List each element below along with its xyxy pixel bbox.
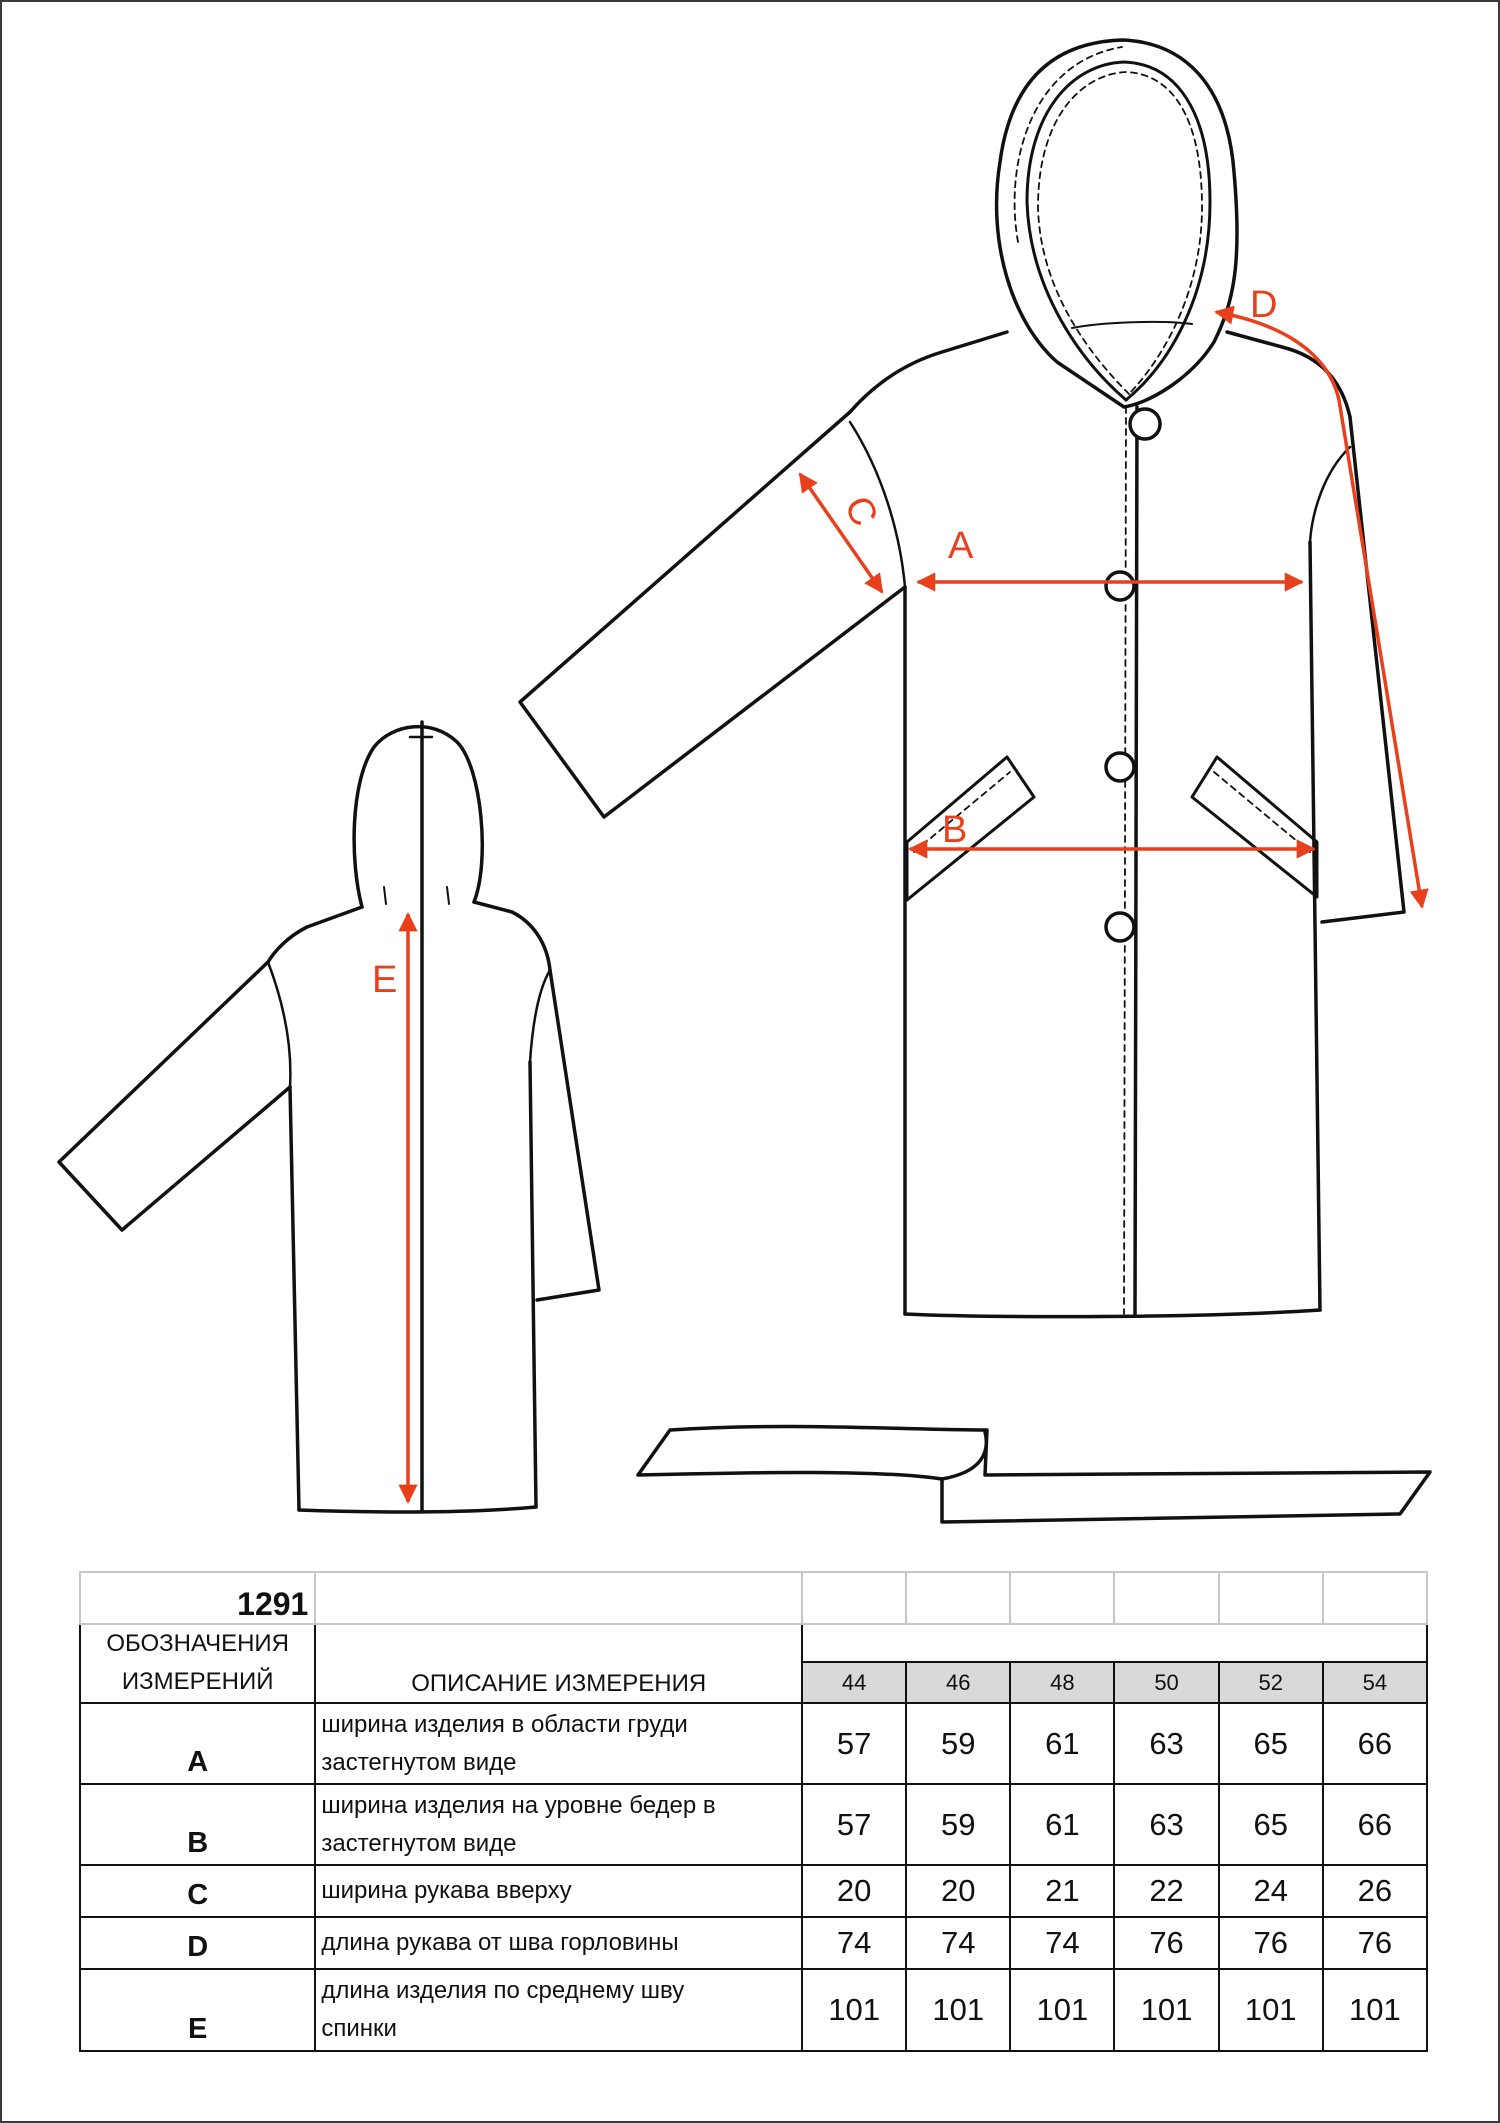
measure-value: 76 (1323, 1917, 1427, 1969)
front-view (520, 40, 1404, 1317)
measure-description (315, 1969, 802, 2051)
right-armhole-seam (1310, 447, 1350, 542)
measure-code: B (80, 1784, 315, 1865)
model-number: 1291 (80, 1572, 315, 1624)
arrow-d (1216, 312, 1422, 907)
button-2 (1106, 572, 1134, 600)
measure-value: 101 (802, 1969, 906, 2051)
back-hood (354, 727, 482, 907)
measure-value: 101 (1323, 1969, 1427, 2051)
button-4 (1106, 913, 1134, 941)
back-right-sleeve (537, 970, 599, 1300)
front-hem (905, 1310, 1320, 1317)
measure-value: 20 (802, 1865, 906, 1917)
back-neck-curve (384, 887, 449, 904)
description-line: застегнутом виде (321, 1829, 517, 1857)
size-header: 54 (1323, 1662, 1427, 1703)
measure-description (315, 1865, 802, 1917)
model-row (80, 1572, 1427, 1624)
measure-code: E (80, 1969, 315, 2051)
label-b: B (942, 809, 968, 851)
front-hood (997, 40, 1237, 407)
size-table (79, 1571, 1428, 2052)
measure-description (315, 1784, 802, 1865)
back-right-armhole (530, 970, 550, 1062)
description-line: ширина изделия в области груди (321, 1710, 688, 1738)
measure-code: D (80, 1917, 315, 1969)
measure-value: 101 (1114, 1969, 1218, 2051)
center-front (1135, 407, 1137, 1314)
table-row (80, 1784, 1427, 1865)
measure-value: 63 (1114, 1703, 1218, 1784)
right-pocket-flap (1192, 757, 1317, 897)
measure-value: 65 (1219, 1784, 1323, 1865)
measure-value: 57 (802, 1703, 906, 1784)
right-pocket-stitch (1214, 772, 1310, 852)
back-left-side (290, 1087, 299, 1510)
measure-value: 76 (1114, 1917, 1218, 1969)
front-right-side (1310, 542, 1320, 1310)
measure-code: A (80, 1703, 315, 1784)
label-a: A (948, 525, 974, 567)
size-header: 48 (1010, 1662, 1114, 1703)
measure-value: 74 (1010, 1917, 1114, 1969)
measure-value: 66 (1323, 1784, 1427, 1865)
measure-value: 63 (1114, 1784, 1218, 1865)
front-right-sleeve (1322, 417, 1404, 922)
description-line: длина рукава от шва горловины (321, 1929, 679, 1956)
placket-topstitch (1124, 407, 1126, 1314)
description-header: ОПИСАНИЕ ИЗМЕРЕНИЯ (315, 1662, 802, 1703)
measure-code: C (80, 1865, 315, 1917)
measure-description (315, 1917, 802, 1969)
hood-topstitch (1038, 72, 1202, 394)
front-left-shoulder (850, 332, 1007, 412)
description-line: ширина изделия на уровне бедер в (321, 1791, 716, 1819)
label-d: D (1250, 284, 1278, 326)
table-row (80, 1917, 1427, 1969)
description-line: спинки (321, 2015, 397, 2042)
back-hem (299, 1507, 536, 1512)
garment-sketch (2, 2, 1500, 1552)
table-row (80, 1703, 1427, 1784)
measure-value: 65 (1219, 1703, 1323, 1784)
measure-value: 61 (1010, 1784, 1114, 1865)
measure-value: 101 (906, 1969, 1010, 2051)
header-row-1 (80, 1624, 1427, 1662)
description-line: ширина рукава вверху (321, 1877, 572, 1904)
table-row (80, 1969, 1427, 2051)
back-left-sleeve (59, 962, 290, 1230)
code-header-line1: ОБОЗНАЧЕНИЯ (80, 1624, 315, 1662)
front-left-sleeve (520, 412, 905, 817)
measure-value: 57 (802, 1784, 906, 1865)
measure-description (315, 1703, 802, 1784)
measure-value: 101 (1010, 1969, 1114, 2051)
hood-edge-topstitch (1015, 47, 1122, 242)
hood-inner-edge (1027, 62, 1210, 400)
size-header: 46 (906, 1662, 1010, 1703)
header-row-2 (80, 1662, 1427, 1703)
front-right-shoulder (1227, 332, 1350, 417)
description-line: длина изделия по среднему шву (321, 1977, 685, 2004)
measure-value: 61 (1010, 1703, 1114, 1784)
back-right-side (530, 1062, 536, 1507)
measure-value: 66 (1323, 1703, 1427, 1784)
size-header: 44 (802, 1662, 906, 1703)
size-header: 52 (1219, 1662, 1323, 1703)
code-header-line2: ИЗМЕРЕНИЙ (80, 1662, 315, 1703)
button-1 (1130, 409, 1160, 439)
measure-value: 74 (802, 1917, 906, 1969)
label-c: C (835, 490, 886, 533)
measure-value: 26 (1323, 1865, 1427, 1917)
measure-value: 59 (906, 1784, 1010, 1865)
measure-value: 20 (906, 1865, 1010, 1917)
back-left-armhole (268, 962, 290, 1087)
measure-value: 101 (1219, 1969, 1323, 2051)
description-line: застегнутом виде (321, 1748, 517, 1776)
measure-value: 76 (1219, 1917, 1323, 1969)
size-header: 50 (1114, 1662, 1218, 1703)
measure-value: 59 (906, 1703, 1010, 1784)
measurement-arrows (408, 312, 1422, 1502)
belt (638, 1426, 1430, 1522)
back-view (59, 722, 599, 1512)
measure-value: 74 (906, 1917, 1010, 1969)
measure-value: 22 (1114, 1865, 1218, 1917)
button-3 (1106, 753, 1134, 781)
measure-value: 21 (1010, 1865, 1114, 1917)
label-e: E (372, 959, 398, 1001)
measure-value: 24 (1219, 1865, 1323, 1917)
table-row (80, 1865, 1427, 1917)
left-pocket-flap (907, 757, 1034, 900)
